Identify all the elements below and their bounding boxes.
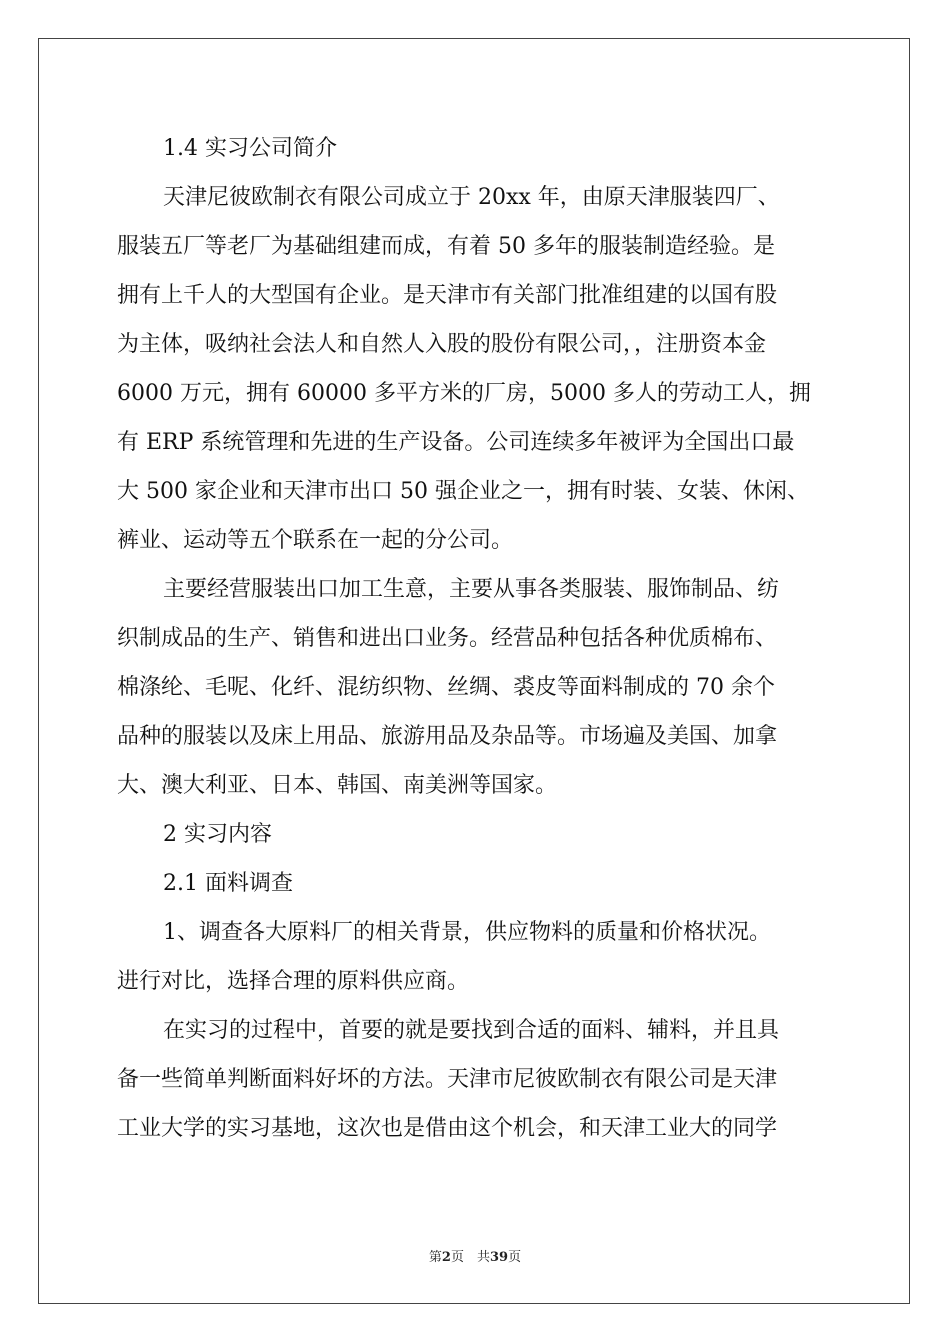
- paragraph-line: 6000 万元，拥有 60000 多平方米的厂房，5000 多人的劳动工人，拥: [117, 381, 811, 406]
- section-heading: 1.4 实习公司简介: [163, 136, 337, 161]
- paragraph-line: 备一些简单判断面料好坏的方法。天津市尼彼欧制衣有限公司是天津: [117, 1067, 778, 1092]
- footer-prefix: 第: [428, 1250, 442, 1265]
- section-heading: 2 实习内容: [163, 822, 272, 847]
- document-body: [117, 124, 852, 1153]
- paragraph-line: 有 ERP 系统管理和先进的生产设备。公司连续多年被评为全国出口最: [117, 430, 795, 455]
- page-footer: [0, 1246, 950, 1265]
- paragraph-line: 大、澳大利亚、日本、韩国、南美洲等国家。: [117, 773, 558, 798]
- footer-mid: 页 共: [450, 1250, 490, 1265]
- paragraph-line: 进行对比，选择合理的原料供应商。: [117, 969, 470, 994]
- paragraph-line: 品种的服装以及床上用品、旅游用品及杂品等。市场遍及美国、加拿: [117, 724, 778, 749]
- paragraph-line: 棉涤纶、毛呢、化纤、混纺织物、丝绸、裘皮等面料制成的 70 余个: [117, 675, 775, 700]
- footer-suffix: 页: [508, 1250, 522, 1265]
- paragraph-line: 拥有上千人的大型国有企业。是天津市有关部门批准组建的以国有股: [117, 283, 778, 308]
- footer-page-number: 2: [441, 1250, 451, 1265]
- paragraph-line: 大 500 家企业和天津市出口 50 强企业之一，拥有时装、女装、休闲、: [117, 479, 809, 504]
- paragraph-line: 织制成品的生产、销售和进出口业务。经营品种包括各种优质棉布、: [117, 626, 778, 651]
- paragraph-line: 为主体，吸纳社会法人和自然人入股的股份有限公司，，注册资本金: [117, 332, 767, 357]
- subsection-heading: 2.1 面料调查: [163, 871, 293, 896]
- paragraph-line: 工业大学的实习基地，这次也是借由这个机会，和天津工业大的同学: [117, 1116, 778, 1141]
- paragraph-line: 1、调查各大原料厂的相关背景，供应物料的质量和价格状况。: [163, 920, 771, 945]
- paragraph-line: 服装五厂等老厂为基础组建而成，有着 50 多年的服装制造经验。是: [117, 234, 775, 259]
- paragraph-line: 裤业、运动等五个联系在一起的分公司。: [117, 528, 514, 553]
- paragraph-line: 主要经营服装出口加工生意，主要从事各类服装、服饰制品、纺: [163, 577, 780, 602]
- footer-total-pages: 39: [489, 1250, 509, 1265]
- paragraph-line: 在实习的过程中，首要的就是要找到合适的面料、辅料，并且具: [163, 1018, 780, 1043]
- paragraph-line: 天津尼彼欧制衣有限公司成立于 20xx 年，由原天津服装四厂、: [163, 185, 780, 210]
